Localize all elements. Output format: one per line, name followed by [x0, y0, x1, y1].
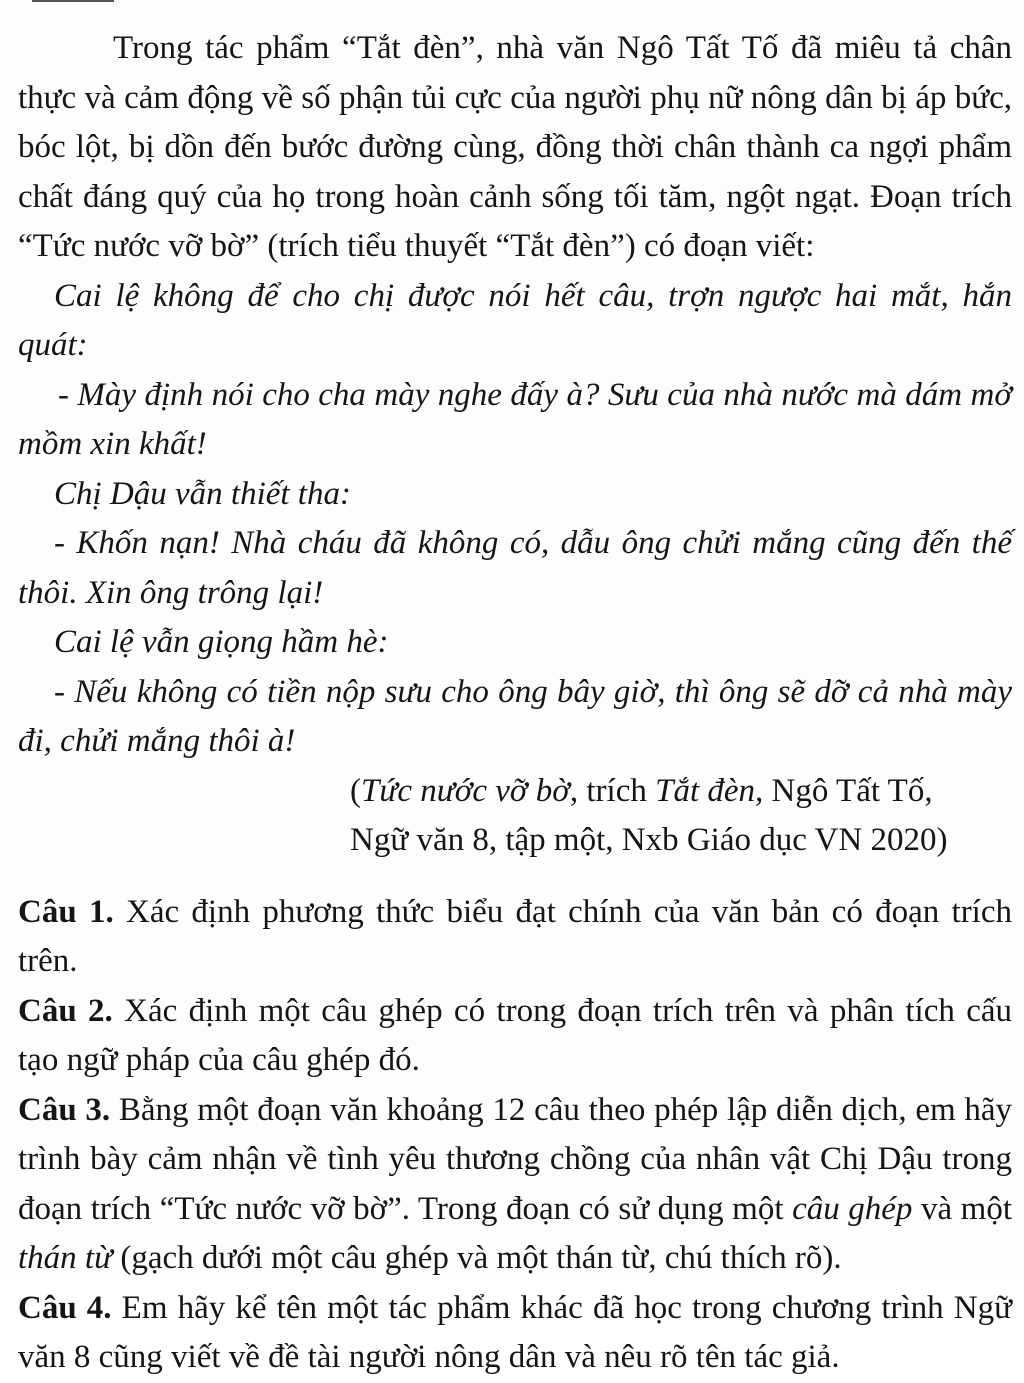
excerpt-line-2: - Mày định nói cho cha mày nghe đấy à? Sưu của nhà nước mà dám mở mồm xin khất! [18, 376, 1012, 462]
question-3-emphasis-compound-sentence: câu ghép [792, 1190, 913, 1227]
citation-line-2: Ngữ văn 8, tập một, Nxb Giáo dục VN 2020) [350, 822, 948, 858]
question-1 [18, 888, 1012, 987]
citation-line-1 [350, 767, 1012, 817]
excerpt-line-3: Chị Dậu vẫn thiết tha: [54, 475, 351, 512]
question-3 [18, 1086, 1012, 1284]
question-3-text-b: và một [912, 1190, 1013, 1227]
excerpt-line-4: - Khốn nạn! Nhà cháu đã không có, dẫu ông chửi mắng cũng đến thế thôi. Xin ông trông lại! [18, 525, 1012, 611]
question-2-text: Xác định một câu ghép có trong đoạn trích trên và phân tích cấu tạo ngữ pháp của câu ghép đó. [18, 992, 1012, 1078]
question-3-emphasis-interjection: thán từ [18, 1240, 113, 1276]
question-3-label: Câu 3. [18, 1091, 111, 1128]
question-3-text-a: Bằng một đoạn văn khoảng 12 câu theo phép lập diễn dịch, em hãy trình bày cảm nhận về tình yêu thương chồng của nhân vật Chị Dậu trong đoạn trích “Tức nước vỡ bờ”. Trong đoạn có sử dụng một [18, 1091, 1012, 1227]
question-4-text: Em hãy kể tên một tác phẩm khác đã học trong chương trình Ngữ văn 8 cũng viết về đề tài người nông dân và nêu rõ tên tác giả. [18, 1289, 1013, 1375]
question-1-text: Xác định phương thức biểu đạt chính của văn bản có đoạn trích trên. [18, 893, 1012, 979]
intro-paragraph: Trong tác phẩm “Tắt đèn”, nhà văn Ngô Tất Tố đã miêu tả chân thực và cảm động về số phận tủi cực của người phụ nữ nông dân bị áp bức, bóc lột, bị dồn đến bước đường cùng, đồng thời chân thành ca ngợi phẩm chất đáng quý của họ trong hoàn cảnh sống tối tăm, ngột ngạt. Đoạn trích “Tức nước vỡ bờ” (trích tiểu thuyết “Tắt đèn”) có đoạn viết: [18, 30, 1012, 264]
question-3-text-c: (gạch dưới một câu ghép và một thán từ, chú thích rõ). [112, 1240, 842, 1276]
question-2 [18, 987, 1012, 1086]
question-4-label: Câu 4. [18, 1289, 112, 1326]
citation-title-2: Tắt đèn, [655, 772, 764, 809]
question-1-label: Câu 1. [18, 893, 114, 930]
citation-author: Ngô Tất Tố, [763, 772, 933, 809]
excerpt-line-5: Cai lệ vẫn giọng hầm hè: [54, 624, 389, 660]
citation-open-paren: ( [350, 772, 361, 809]
question-4 [18, 1284, 1012, 1383]
citation-separator: , trích [569, 772, 656, 809]
citation [350, 767, 1012, 866]
text-block [18, 24, 1012, 1383]
citation-title-1: Tức nước vỡ bờ [361, 772, 570, 809]
excerpt-line-6: - Nếu không có tiền nộp sưu cho ông bây giờ, thì ông sẽ dỡ cả nhà mày đi, chửi mắng thôi à! [18, 673, 1012, 759]
top-divider [32, 0, 114, 2]
question-2-label: Câu 2. [18, 992, 113, 1029]
section-gap [18, 866, 1012, 888]
excerpt-line-1: Cai lệ không để cho chị được nói hết câu, trợn ngược hai mắt, hắn quát: [18, 277, 1012, 363]
